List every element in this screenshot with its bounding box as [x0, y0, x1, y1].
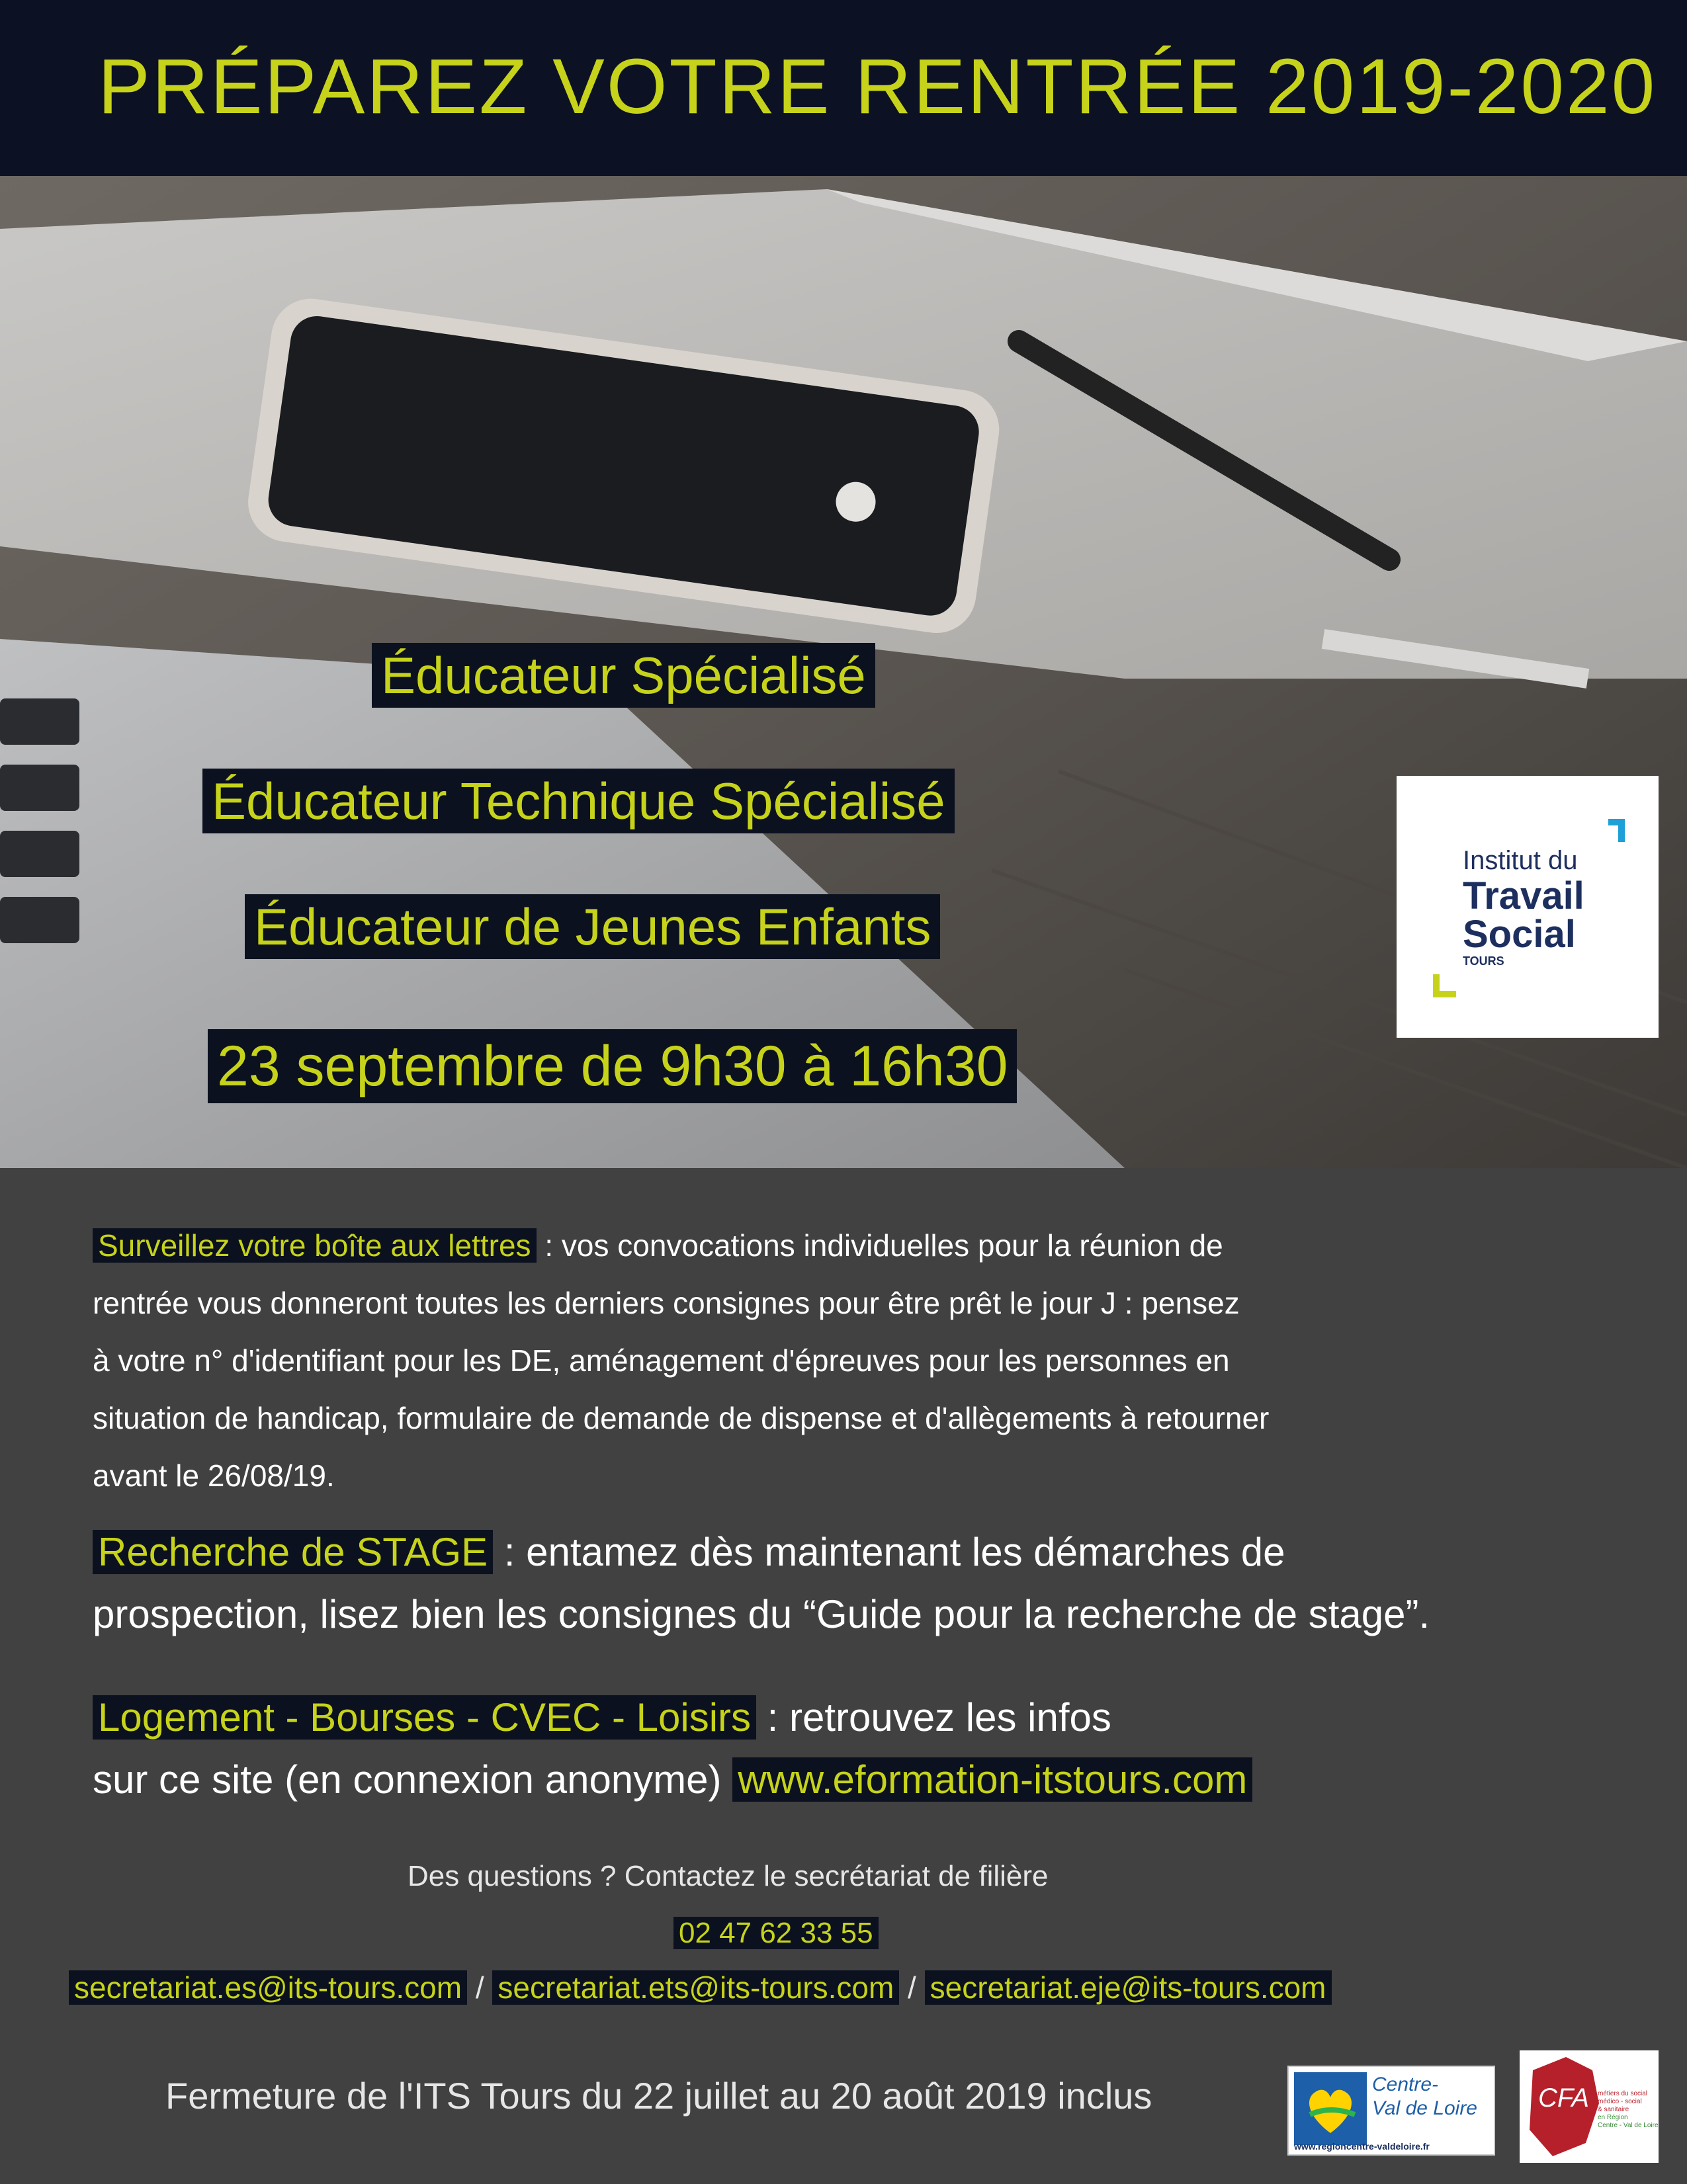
closing-notice: Fermeture de l'ITS Tours du 22 juillet au 20 août 2019 inclus — [165, 2075, 1152, 2117]
highlight-logement: Logement - Bourses - CVEC - Loisirs — [93, 1695, 756, 1740]
hero-line-educateur-jeunes-enfants: Éducateur de Jeunes Enfants — [245, 894, 940, 959]
paragraph-stage — [93, 1521, 1430, 1646]
cfa-text-line: & sanitaire — [1598, 2106, 1629, 2113]
region-logo-line1: Centre- — [1372, 2074, 1439, 2095]
p1-line-3: situation de handicap, formulaire de demande de dispense et d'allègements à retourner — [93, 1401, 1270, 1435]
email-es-link[interactable]: secretariat.es@its-tours.com — [69, 1970, 467, 2005]
region-logo-url: www.regioncentre-valdeloire.fr — [1294, 2141, 1430, 2152]
region-logo-line2: Val de Loire — [1372, 2097, 1477, 2119]
region-heart-icon — [1294, 2072, 1367, 2145]
email-separator: / — [467, 1970, 493, 2005]
phone-number: 02 47 62 33 55 — [673, 1917, 879, 1949]
p1-line-0: : vos convocations individuelles pour la réunion de — [536, 1228, 1223, 1263]
highlight-mailbox: Surveillez votre boîte aux lettres — [93, 1228, 537, 1263]
p2-line-0: : entamez dès maintenant les démarches de — [493, 1530, 1285, 1574]
cfa-text-line: médico - social — [1598, 2098, 1642, 2105]
eformation-link[interactable]: www.eformation-itstours.com — [732, 1757, 1252, 1802]
region-centre-logo — [1287, 2066, 1495, 2156]
cfa-text-line: métiers du social — [1598, 2090, 1648, 2097]
page-title: PRÉPAREZ VOTRE RENTRÉE 2019-2020 — [98, 43, 1657, 130]
logo-text-line2: Travail — [1463, 874, 1584, 917]
p1-line-1: rentrée vous donneront toutes les derniers consignes pour être prêt le jour J : pensez — [93, 1286, 1240, 1320]
email-eje-link[interactable]: secretariat.eje@its-tours.com — [925, 1970, 1332, 2005]
highlight-stage: Recherche de STAGE — [93, 1530, 493, 1574]
cfa-letters: CFA — [1538, 2083, 1590, 2113]
p2-line-1: prospection, lisez bien les consignes du “Guide pour la recherche de stage”. — [93, 1592, 1430, 1636]
paragraph-mailbox — [93, 1217, 1269, 1505]
hero-line-educateur-technique: Éducateur Technique Spécialisé — [202, 769, 955, 833]
p3-line-1: sur ce site (en connexion anonyme) — [93, 1757, 733, 1802]
header-bar — [0, 0, 1687, 176]
paragraph-logement — [93, 1687, 1252, 1811]
p1-line-4: avant le 26/08/19. — [93, 1458, 335, 1493]
logo-text-line3: Social — [1463, 913, 1576, 956]
logo-text-line1: Institut du — [1463, 846, 1578, 875]
p1-line-2: à votre n° d'identifiant pour les DE, aménagement d'épreuves pour les personnes en — [93, 1343, 1230, 1378]
email-ets-link[interactable]: secretariat.ets@its-tours.com — [492, 1970, 899, 2005]
cfa-text-line: Centre - Val de Loire — [1598, 2122, 1659, 2129]
contact-question: Des questions ? Contactez le secrétariat de filière — [408, 1860, 1049, 1892]
hero-line-date: 23 septembre de 9h30 à 16h30 — [208, 1029, 1017, 1103]
hero-line-educateur-specialise: Éducateur Spécialisé — [372, 643, 875, 708]
cfa-text-line: en Région — [1598, 2114, 1628, 2121]
its-tours-logo — [1397, 776, 1659, 1038]
cfa-text — [1598, 2090, 1659, 2130]
email-separator: / — [899, 1970, 925, 2005]
logo-text-line4: TOURS — [1463, 954, 1504, 968]
cfa-logo — [1520, 2050, 1659, 2163]
email-list — [69, 1970, 1332, 2005]
p3-line-0: : retrouvez les infos — [756, 1695, 1111, 1740]
